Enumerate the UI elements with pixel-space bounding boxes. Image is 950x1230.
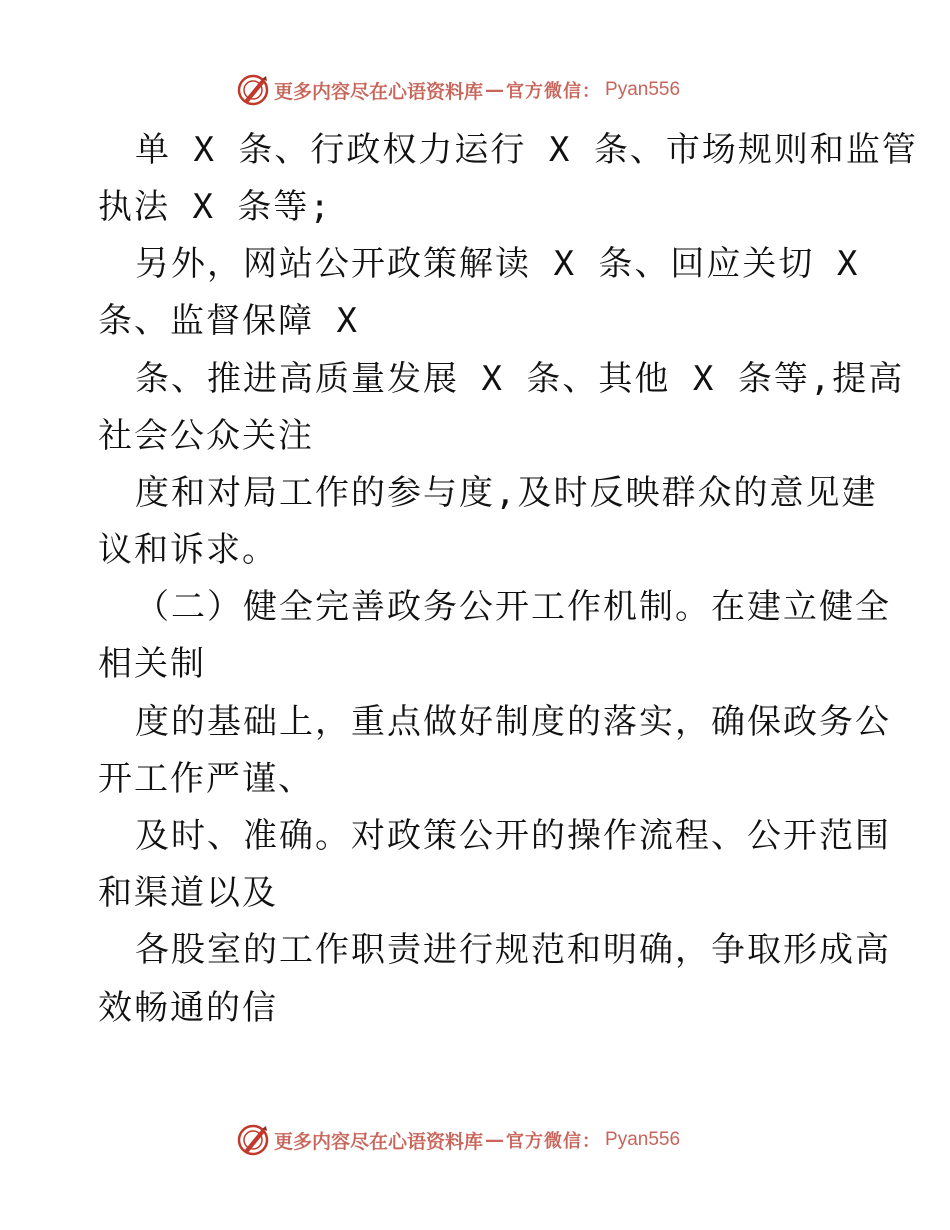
- banner-separator: —: [485, 1129, 505, 1151]
- text-line-4: 条、监督保障 X: [98, 301, 359, 341]
- header-banner: [236, 72, 680, 108]
- text-line-11: 度的基础上，重点做好制度的落实，确保政务公: [135, 702, 891, 742]
- pen-logo-icon: [236, 73, 270, 107]
- banner-separator: —: [485, 79, 505, 101]
- text-line-2: 执法 X 条等;: [98, 187, 332, 227]
- text-line-13: 及时、准确。对政策公开的操作流程、公开范围: [135, 816, 891, 856]
- text-line-1: 单 X 条、行政权力运行 X 条、市场规则和监管: [135, 130, 918, 170]
- pen-logo-icon: [236, 1123, 270, 1157]
- text-line-8: 议和诉求。: [98, 530, 278, 570]
- banner-wechat-id: Pyan556: [605, 79, 681, 100]
- text-line-14: 和渠道以及: [98, 873, 278, 913]
- text-line-7: 度和对局工作的参与度,及时反映群众的意见建: [135, 473, 878, 513]
- banner-wechat-id: Pyan556: [605, 1129, 681, 1150]
- text-line-15: 各股室的工作职责进行规范和明确，争取形成高: [135, 930, 891, 970]
- text-line-10: 相关制: [98, 644, 206, 684]
- text-line-3: 另外，网站公开政策解读 X 条、回应关切 X: [135, 244, 860, 284]
- text-line-9: （二）健全完善政务公开工作机制。在建立健全: [135, 587, 891, 627]
- text-line-6: 社会公众关注: [98, 416, 314, 456]
- text-line-12: 开工作严谨、: [98, 759, 314, 799]
- banner-wechat-label: 官方微信：: [506, 1131, 602, 1152]
- banner-title: 更多内容尽在心语资料库: [274, 80, 484, 103]
- banner-wechat-label: 官方微信：: [506, 81, 602, 102]
- text-line-5: 条、推进高质量发展 X 条、其他 X 条等,提高: [135, 359, 905, 399]
- banner-title: 更多内容尽在心语资料库: [274, 1130, 484, 1153]
- footer-banner: [236, 1122, 680, 1158]
- text-line-16: 效畅通的信: [98, 988, 278, 1028]
